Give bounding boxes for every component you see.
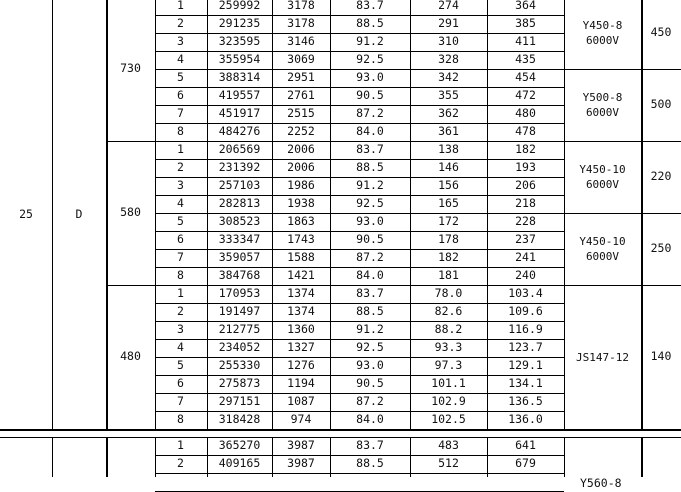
cell-head: 2761 bbox=[287, 88, 315, 103]
cell-head: 1421 bbox=[287, 268, 315, 283]
cell-head: 3178 bbox=[287, 0, 315, 13]
cell-q: 451917 bbox=[218, 106, 261, 121]
row-line bbox=[155, 473, 564, 474]
cell-motor-kw: 116.9 bbox=[508, 322, 543, 337]
cell-head: 1743 bbox=[287, 232, 315, 247]
cell-motor-kw: 136.0 bbox=[508, 412, 543, 427]
col-line bbox=[564, 437, 565, 477]
pump-type-cell: D bbox=[75, 206, 83, 221]
cell-q: 291235 bbox=[218, 16, 261, 31]
col-line-double bbox=[107, 437, 108, 477]
row-line bbox=[155, 393, 564, 394]
cell-motor-kw: 364 bbox=[515, 0, 536, 13]
col-line bbox=[207, 437, 208, 477]
cell-eff: 83.7 bbox=[356, 438, 384, 453]
cell-eff: 90.5 bbox=[356, 88, 384, 103]
cell-head: 1986 bbox=[287, 178, 315, 193]
cell-q: 234052 bbox=[218, 340, 261, 355]
motor-voltage: 6000V bbox=[585, 106, 620, 119]
cell-shaft: 82.6 bbox=[434, 304, 463, 319]
cell-no: 6 bbox=[177, 232, 184, 247]
cell-eff: 91.2 bbox=[356, 322, 384, 337]
col-line bbox=[410, 0, 411, 429]
cell-q: 333347 bbox=[218, 232, 261, 247]
cell-head: 1374 bbox=[287, 286, 315, 301]
cell-eff: 92.5 bbox=[356, 340, 384, 355]
col-line bbox=[52, 437, 53, 477]
cell-eff: 83.7 bbox=[356, 142, 384, 157]
cell-no: 5 bbox=[177, 358, 184, 373]
cell-q: 212775 bbox=[218, 322, 261, 337]
cell-eff: 83.7 bbox=[356, 286, 384, 301]
col-line-double bbox=[107, 0, 108, 429]
cell-q: 191497 bbox=[218, 304, 261, 319]
cell-head: 1087 bbox=[287, 394, 315, 409]
cell-head: 1327 bbox=[287, 340, 315, 355]
cell-head: 974 bbox=[290, 412, 312, 427]
motor-model-cell bbox=[564, 141, 641, 213]
next-motor-model-partial: Y560-8 bbox=[580, 476, 622, 491]
cell-eff: 84.0 bbox=[356, 268, 384, 283]
cell-head: 1588 bbox=[287, 250, 315, 265]
cell-q: 231392 bbox=[218, 160, 261, 175]
cell-no: 1 bbox=[177, 438, 184, 453]
cell-head: 2515 bbox=[287, 106, 315, 121]
cell-q: 206569 bbox=[218, 142, 261, 157]
row-line bbox=[155, 231, 564, 232]
cell-eff: 83.7 bbox=[356, 0, 384, 13]
motor-power-cell: 220 bbox=[650, 169, 672, 184]
cell-shaft: 362 bbox=[438, 106, 459, 121]
cell-motor-kw: 103.4 bbox=[508, 286, 543, 301]
cell-eff: 91.2 bbox=[356, 34, 384, 49]
motor-power-cell: 140 bbox=[650, 349, 672, 364]
cell-q: 419557 bbox=[218, 88, 261, 103]
row-line bbox=[155, 357, 564, 358]
cell-q: 384768 bbox=[218, 268, 261, 283]
cell-head: 1276 bbox=[287, 358, 315, 373]
cell-q: 359057 bbox=[218, 250, 261, 265]
row-line bbox=[155, 87, 564, 88]
cell-shaft: 172 bbox=[438, 214, 459, 229]
cell-shaft: 165 bbox=[438, 196, 459, 211]
cell-no: 2 bbox=[177, 16, 184, 31]
row-line bbox=[155, 339, 564, 340]
cell-q: 282813 bbox=[218, 196, 261, 211]
cell-q: 308523 bbox=[218, 214, 261, 229]
row-line bbox=[155, 105, 564, 106]
cell-no: 6 bbox=[177, 376, 184, 391]
motor-model-cell bbox=[564, 213, 641, 285]
cell-eff: 88.5 bbox=[356, 456, 384, 471]
row-line bbox=[155, 411, 564, 412]
cell-q: 365270 bbox=[218, 438, 261, 453]
cell-no: 8 bbox=[177, 124, 184, 139]
row-line bbox=[155, 321, 564, 322]
cell-motor-kw: 182 bbox=[515, 142, 536, 157]
cell-eff: 91.2 bbox=[356, 178, 384, 193]
motor-voltage: 6000V bbox=[585, 34, 620, 47]
cell-motor-kw: 240 bbox=[515, 268, 536, 283]
cell-motor-kw: 241 bbox=[515, 250, 536, 265]
cell-q: 297151 bbox=[218, 394, 261, 409]
motor-model-cell bbox=[564, 285, 641, 429]
motor-model: Y450-8 bbox=[582, 19, 623, 32]
cell-shaft: 138 bbox=[438, 142, 459, 157]
col-line bbox=[207, 0, 208, 429]
cell-q: 355954 bbox=[218, 52, 261, 67]
speed-cell: 580 bbox=[120, 205, 141, 220]
cell-motor-kw: 480 bbox=[515, 106, 536, 121]
cell-motor-kw: 123.7 bbox=[508, 340, 543, 355]
cell-shaft: 274 bbox=[438, 0, 459, 13]
cell-no: 3 bbox=[177, 178, 184, 193]
cell-motor-kw: 641 bbox=[515, 438, 536, 453]
motor-model-cell bbox=[564, 69, 641, 141]
cell-motor-kw: 478 bbox=[515, 124, 536, 139]
cell-motor-kw: 193 bbox=[515, 160, 536, 175]
cell-no: 1 bbox=[177, 0, 184, 13]
cell-head: 1374 bbox=[287, 304, 315, 319]
cell-shaft: 156 bbox=[438, 178, 459, 193]
cell-eff: 90.5 bbox=[356, 376, 384, 391]
motor-model: Y450-10 bbox=[579, 235, 626, 248]
cell-eff: 93.0 bbox=[356, 70, 384, 85]
cell-no: 5 bbox=[177, 70, 184, 85]
motor-voltage: 6000V bbox=[585, 178, 620, 191]
row-line bbox=[155, 455, 564, 456]
motor-model-cell bbox=[564, 0, 641, 69]
cell-eff: 92.5 bbox=[356, 196, 384, 211]
cell-shaft: 291 bbox=[438, 16, 459, 31]
col-line bbox=[272, 0, 273, 429]
cell-q: 409165 bbox=[218, 456, 261, 471]
motor-divider bbox=[564, 213, 681, 214]
cell-motor-kw: 218 bbox=[515, 196, 536, 211]
cell-head: 3987 bbox=[287, 456, 315, 471]
cell-eff: 84.0 bbox=[356, 412, 384, 427]
cell-shaft: 512 bbox=[438, 456, 459, 471]
cell-head: 3146 bbox=[287, 34, 315, 49]
col-line bbox=[410, 437, 411, 477]
cell-motor-kw: 206 bbox=[515, 178, 536, 193]
cell-motor-kw: 134.1 bbox=[508, 376, 543, 391]
pump-size-cell: 25 bbox=[19, 206, 33, 221]
cell-shaft: 328 bbox=[438, 52, 459, 67]
cell-head: 2006 bbox=[287, 160, 315, 175]
speed-cell: 480 bbox=[120, 349, 141, 364]
cell-head: 2951 bbox=[287, 70, 315, 85]
cell-no: 7 bbox=[177, 106, 184, 121]
col-line bbox=[564, 0, 565, 429]
cell-shaft: 181 bbox=[438, 268, 459, 283]
cell-motor-kw: 411 bbox=[515, 34, 536, 49]
cell-no: 6 bbox=[177, 88, 184, 103]
cell-shaft: 88.2 bbox=[434, 322, 463, 337]
col-line bbox=[52, 0, 53, 429]
group-line bbox=[106, 141, 681, 142]
cell-no: 4 bbox=[177, 340, 184, 355]
cell-eff: 88.5 bbox=[356, 160, 384, 175]
cell-shaft: 361 bbox=[438, 124, 459, 139]
row-line bbox=[155, 267, 564, 268]
cell-q: 484276 bbox=[218, 124, 261, 139]
col-line bbox=[272, 437, 273, 477]
cell-head: 1938 bbox=[287, 196, 315, 211]
cell-no: 1 bbox=[177, 142, 184, 157]
row-line bbox=[155, 123, 564, 124]
speed-cell: 730 bbox=[120, 61, 141, 76]
motor-power-cell: 500 bbox=[650, 97, 672, 112]
cell-no: 2 bbox=[177, 304, 184, 319]
col-line-double bbox=[642, 437, 643, 477]
cell-motor-kw: 679 bbox=[515, 456, 536, 471]
cell-q: 170953 bbox=[218, 286, 261, 301]
cell-q: 323595 bbox=[218, 34, 261, 49]
row-line bbox=[155, 69, 564, 70]
row-line bbox=[155, 249, 564, 250]
row-line bbox=[155, 195, 564, 196]
cell-shaft: 355 bbox=[438, 88, 459, 103]
cell-motor-kw: 435 bbox=[515, 52, 536, 67]
cell-head: 3069 bbox=[287, 52, 315, 67]
cell-eff: 84.0 bbox=[356, 124, 384, 139]
motor-divider bbox=[564, 69, 681, 70]
cell-q: 275873 bbox=[218, 376, 261, 391]
cell-no: 4 bbox=[177, 52, 184, 67]
col-line bbox=[487, 437, 488, 477]
cell-motor-kw: 454 bbox=[515, 70, 536, 85]
cell-no: 2 bbox=[177, 160, 184, 175]
cell-shaft: 342 bbox=[438, 70, 459, 85]
cell-eff: 90.5 bbox=[356, 232, 384, 247]
cell-motor-kw: 129.1 bbox=[508, 358, 543, 373]
cell-eff: 93.0 bbox=[356, 358, 384, 373]
cell-shaft: 102.5 bbox=[431, 412, 466, 427]
cell-head: 3178 bbox=[287, 16, 315, 31]
col-line bbox=[330, 437, 331, 477]
cell-q: 257103 bbox=[218, 178, 261, 193]
row-line bbox=[155, 51, 564, 52]
cell-eff: 88.5 bbox=[356, 304, 384, 319]
cell-q: 318428 bbox=[218, 412, 261, 427]
motor-voltage: 6000V bbox=[585, 250, 620, 263]
cell-shaft: 78.0 bbox=[434, 286, 463, 301]
motor-power-cell: 450 bbox=[650, 25, 672, 40]
cell-shaft: 310 bbox=[438, 34, 459, 49]
cell-eff: 92.5 bbox=[356, 52, 384, 67]
cell-head: 1360 bbox=[287, 322, 315, 337]
cell-motor-kw: 472 bbox=[515, 88, 536, 103]
col-line-double bbox=[642, 0, 643, 429]
cell-eff: 87.2 bbox=[356, 106, 384, 121]
row-line bbox=[155, 375, 564, 376]
cell-shaft: 93.3 bbox=[434, 340, 463, 355]
cell-motor-kw: 237 bbox=[515, 232, 536, 247]
col-line bbox=[330, 0, 331, 429]
row-line bbox=[155, 213, 564, 214]
cell-head: 3987 bbox=[287, 438, 315, 453]
cell-head: 2006 bbox=[287, 142, 315, 157]
motor-model: Y450-10 bbox=[579, 163, 626, 176]
cell-eff: 87.2 bbox=[356, 250, 384, 265]
cell-head: 2252 bbox=[287, 124, 315, 139]
col-line bbox=[155, 0, 156, 429]
cell-q: 255330 bbox=[218, 358, 261, 373]
cell-motor-kw: 228 bbox=[515, 214, 536, 229]
row-line bbox=[155, 303, 564, 304]
block-bottom-line bbox=[0, 429, 681, 431]
cell-no: 8 bbox=[177, 412, 184, 427]
motor-model: Y500-8 bbox=[582, 91, 623, 104]
row-line bbox=[155, 15, 564, 16]
cell-q: 388314 bbox=[218, 70, 261, 85]
cell-no: 1 bbox=[177, 286, 184, 301]
cell-motor-kw: 385 bbox=[515, 16, 536, 31]
cell-no: 7 bbox=[177, 250, 184, 265]
cell-no: 4 bbox=[177, 196, 184, 211]
cell-shaft: 146 bbox=[438, 160, 459, 175]
cell-shaft: 182 bbox=[438, 250, 459, 265]
next-block-top-line bbox=[0, 437, 681, 438]
row-line bbox=[155, 33, 564, 34]
row-line bbox=[155, 159, 564, 160]
cell-eff: 87.2 bbox=[356, 394, 384, 409]
row-line bbox=[155, 177, 564, 178]
cell-eff: 88.5 bbox=[356, 16, 384, 31]
cell-no: 2 bbox=[177, 456, 184, 471]
cell-head: 1863 bbox=[287, 214, 315, 229]
cell-shaft: 102.9 bbox=[431, 394, 466, 409]
group-line bbox=[106, 285, 681, 286]
cell-motor-kw: 109.6 bbox=[508, 304, 543, 319]
motor-power-cell: 250 bbox=[650, 241, 672, 256]
motor-model: JS147-12 bbox=[576, 350, 629, 364]
cell-no: 5 bbox=[177, 214, 184, 229]
cell-head: 1194 bbox=[287, 376, 315, 391]
col-line bbox=[487, 0, 488, 429]
cell-no: 3 bbox=[177, 34, 184, 49]
cell-shaft: 97.3 bbox=[434, 358, 463, 373]
cell-no: 8 bbox=[177, 268, 184, 283]
cell-no: 3 bbox=[177, 322, 184, 337]
cell-eff: 93.0 bbox=[356, 214, 384, 229]
cell-shaft: 178 bbox=[438, 232, 459, 247]
col-line bbox=[155, 437, 156, 477]
cell-no: 7 bbox=[177, 394, 184, 409]
cell-q: 259992 bbox=[218, 0, 261, 13]
cell-shaft: 101.1 bbox=[431, 376, 466, 391]
cell-shaft: 483 bbox=[438, 438, 459, 453]
cell-motor-kw: 136.5 bbox=[508, 394, 543, 409]
